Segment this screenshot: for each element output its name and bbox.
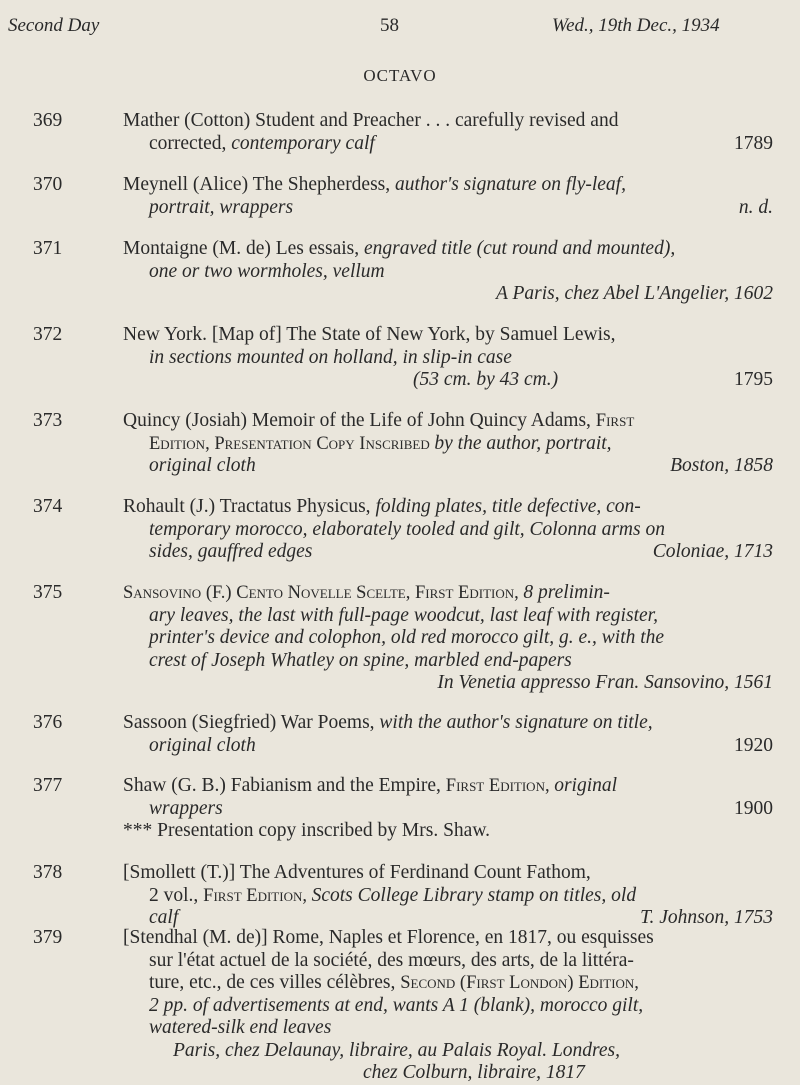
lot-date: 1900 [734,797,773,819]
lot-text: New York. [Map of] The State of New York, by Samuel Lewis, [123,324,616,345]
lot-text: in sections mounted on holland, in slip-in case [149,346,512,368]
lot-note: ary leaves, the last with full-page woodcut, last leaf with register, [149,604,658,626]
lot-description [123,174,773,219]
lot-text: Rohault (J.) Tractatus Physicus, [123,496,376,517]
lot-text: [Smollett (T.)] The Adventures of Ferdinand Count Fathom, [123,862,591,883]
lot-text: ture, etc., de ces villes célèbres, [149,972,401,993]
lot-date: 1795 [734,369,773,390]
lot-number: 375 [33,582,63,603]
lot-text: Meynell (Alice) The Shepherdess, [123,174,396,195]
page-number: 58 [380,15,399,36]
lot-imprint: Paris, chez Delaunay, libraire, au Palais Royal. Londres, [173,1039,621,1061]
lot-text: Sassoon (Siegfried) War Poems, [123,712,380,733]
lot-binding: wrappers [149,797,223,819]
lot-imprint: T. Johnson, 1753 [640,907,773,928]
lot-note: 8 prelimin- [523,582,610,603]
header-date: Wed., 19th Dec., 1934 [552,15,720,36]
lot-date: 1789 [734,132,773,154]
lot-text: Quincy (Josiah) Memoir of the Life of John Quincy Adams, [123,410,596,431]
lot-imprint: chez Colburn, libraire, 1817 [363,1062,585,1083]
lot-number: 377 [33,775,63,796]
lot-imprint: In Venetia appresso Fran. Sansovino, 1561 [437,672,773,693]
lot-dimensions: (53 cm. by 43 cm.) [413,369,559,390]
lot-footnote: *** Presentation copy inscribed by Mrs. Shaw. [123,820,491,841]
lot-note: sides, gauffred edges [149,541,313,562]
section-title: OCTAVO [363,66,437,85]
lot-note: printer's device and colophon, old red morocco gilt, g. e., with the [149,627,665,648]
lot-number: 372 [33,324,63,345]
lot-description [123,712,773,757]
lot-text: [Stendhal (M. de)] Rome, Naples et Florence, en 1817, ou esquisses [123,927,654,948]
lot-imprint: A Paris, chez Abel L'Angelier, 1602 [496,283,773,304]
lot-text: Mather (Cotton) Student and Preacher . . . carefully revised and [123,110,619,131]
lot-binding: calf [149,907,179,928]
lot-edition: First Edition, [203,884,312,906]
lot-description [123,238,773,306]
lot-number: 373 [33,410,63,431]
lot-number: 371 [33,238,63,259]
lot-binding: original cloth [149,455,256,476]
lot-description [123,775,773,843]
lot-edition: First Edition, [445,775,555,796]
lot-date: 1920 [734,734,773,756]
lot-number: 378 [33,862,63,883]
lot-binding: contemporary calf [231,132,375,154]
lot-note: folding plates, title defective, con- [375,496,641,517]
lot-note: with the author's signature on title, [379,712,653,733]
header-day: Second Day [8,15,100,36]
lot-description [123,324,773,392]
lot-number: 374 [33,496,63,517]
lot-description [123,582,773,695]
lot-imprint: Coloniae, 1713 [652,541,773,562]
lot-edition: First [595,410,635,431]
running-header [0,15,800,43]
lot-text: Montaigne (M. de) Les essais, [123,238,364,259]
lot-text: corrected, [149,132,232,154]
lot-title: Sansovino (F.) Cento Novelle Scelte, First Edition, [123,582,524,603]
lot-text: Shaw (G. B.) Fabianism and the Empire, [123,775,446,796]
lot-description [123,496,773,564]
lot-note: crest of Joseph Whatley on spine, marbled end-papers [149,649,572,671]
lot-note: by the author, portrait, [434,432,612,454]
lot-edition: Edition, Presentation Copy Inscribed [149,432,435,454]
lot-number: 370 [33,174,63,195]
lot-note: watered-silk end leaves [149,1017,332,1038]
lot-date: n. d. [738,196,773,218]
lot-number: 379 [33,927,63,948]
lot-note: temporary morocco, elaborately tooled and gilt, Colonna arms on [149,518,665,540]
lot-note: Scots College Library stamp on titles, old [311,884,637,906]
lot-binding: original cloth [149,734,256,756]
lot-note: author's signature on fly-leaf, [395,174,626,195]
lot-description [123,410,773,478]
lot-text: 2 vol., [149,884,204,906]
lot-binding: original [554,775,618,796]
lot-text: portrait, wrappers [149,196,294,218]
lot-description [123,862,773,930]
lot-note: engraved title (cut round and mounted), [364,238,676,259]
lot-imprint: Boston, 1858 [670,455,773,476]
lot-note: 2 pp. of advertisements at end, wants A 1 (blank), morocco gilt, [149,994,644,1016]
lot-edition: Second (First London) Edition, [400,972,639,993]
lot-description [123,927,773,1085]
lot-description [123,110,773,155]
lot-text: sur l'état actuel de la société, des mœurs, des arts, de la littéra- [149,949,634,971]
lot-number: 369 [33,110,63,131]
lot-text: one or two wormholes, vellum [149,260,385,282]
lot-number: 376 [33,712,63,733]
